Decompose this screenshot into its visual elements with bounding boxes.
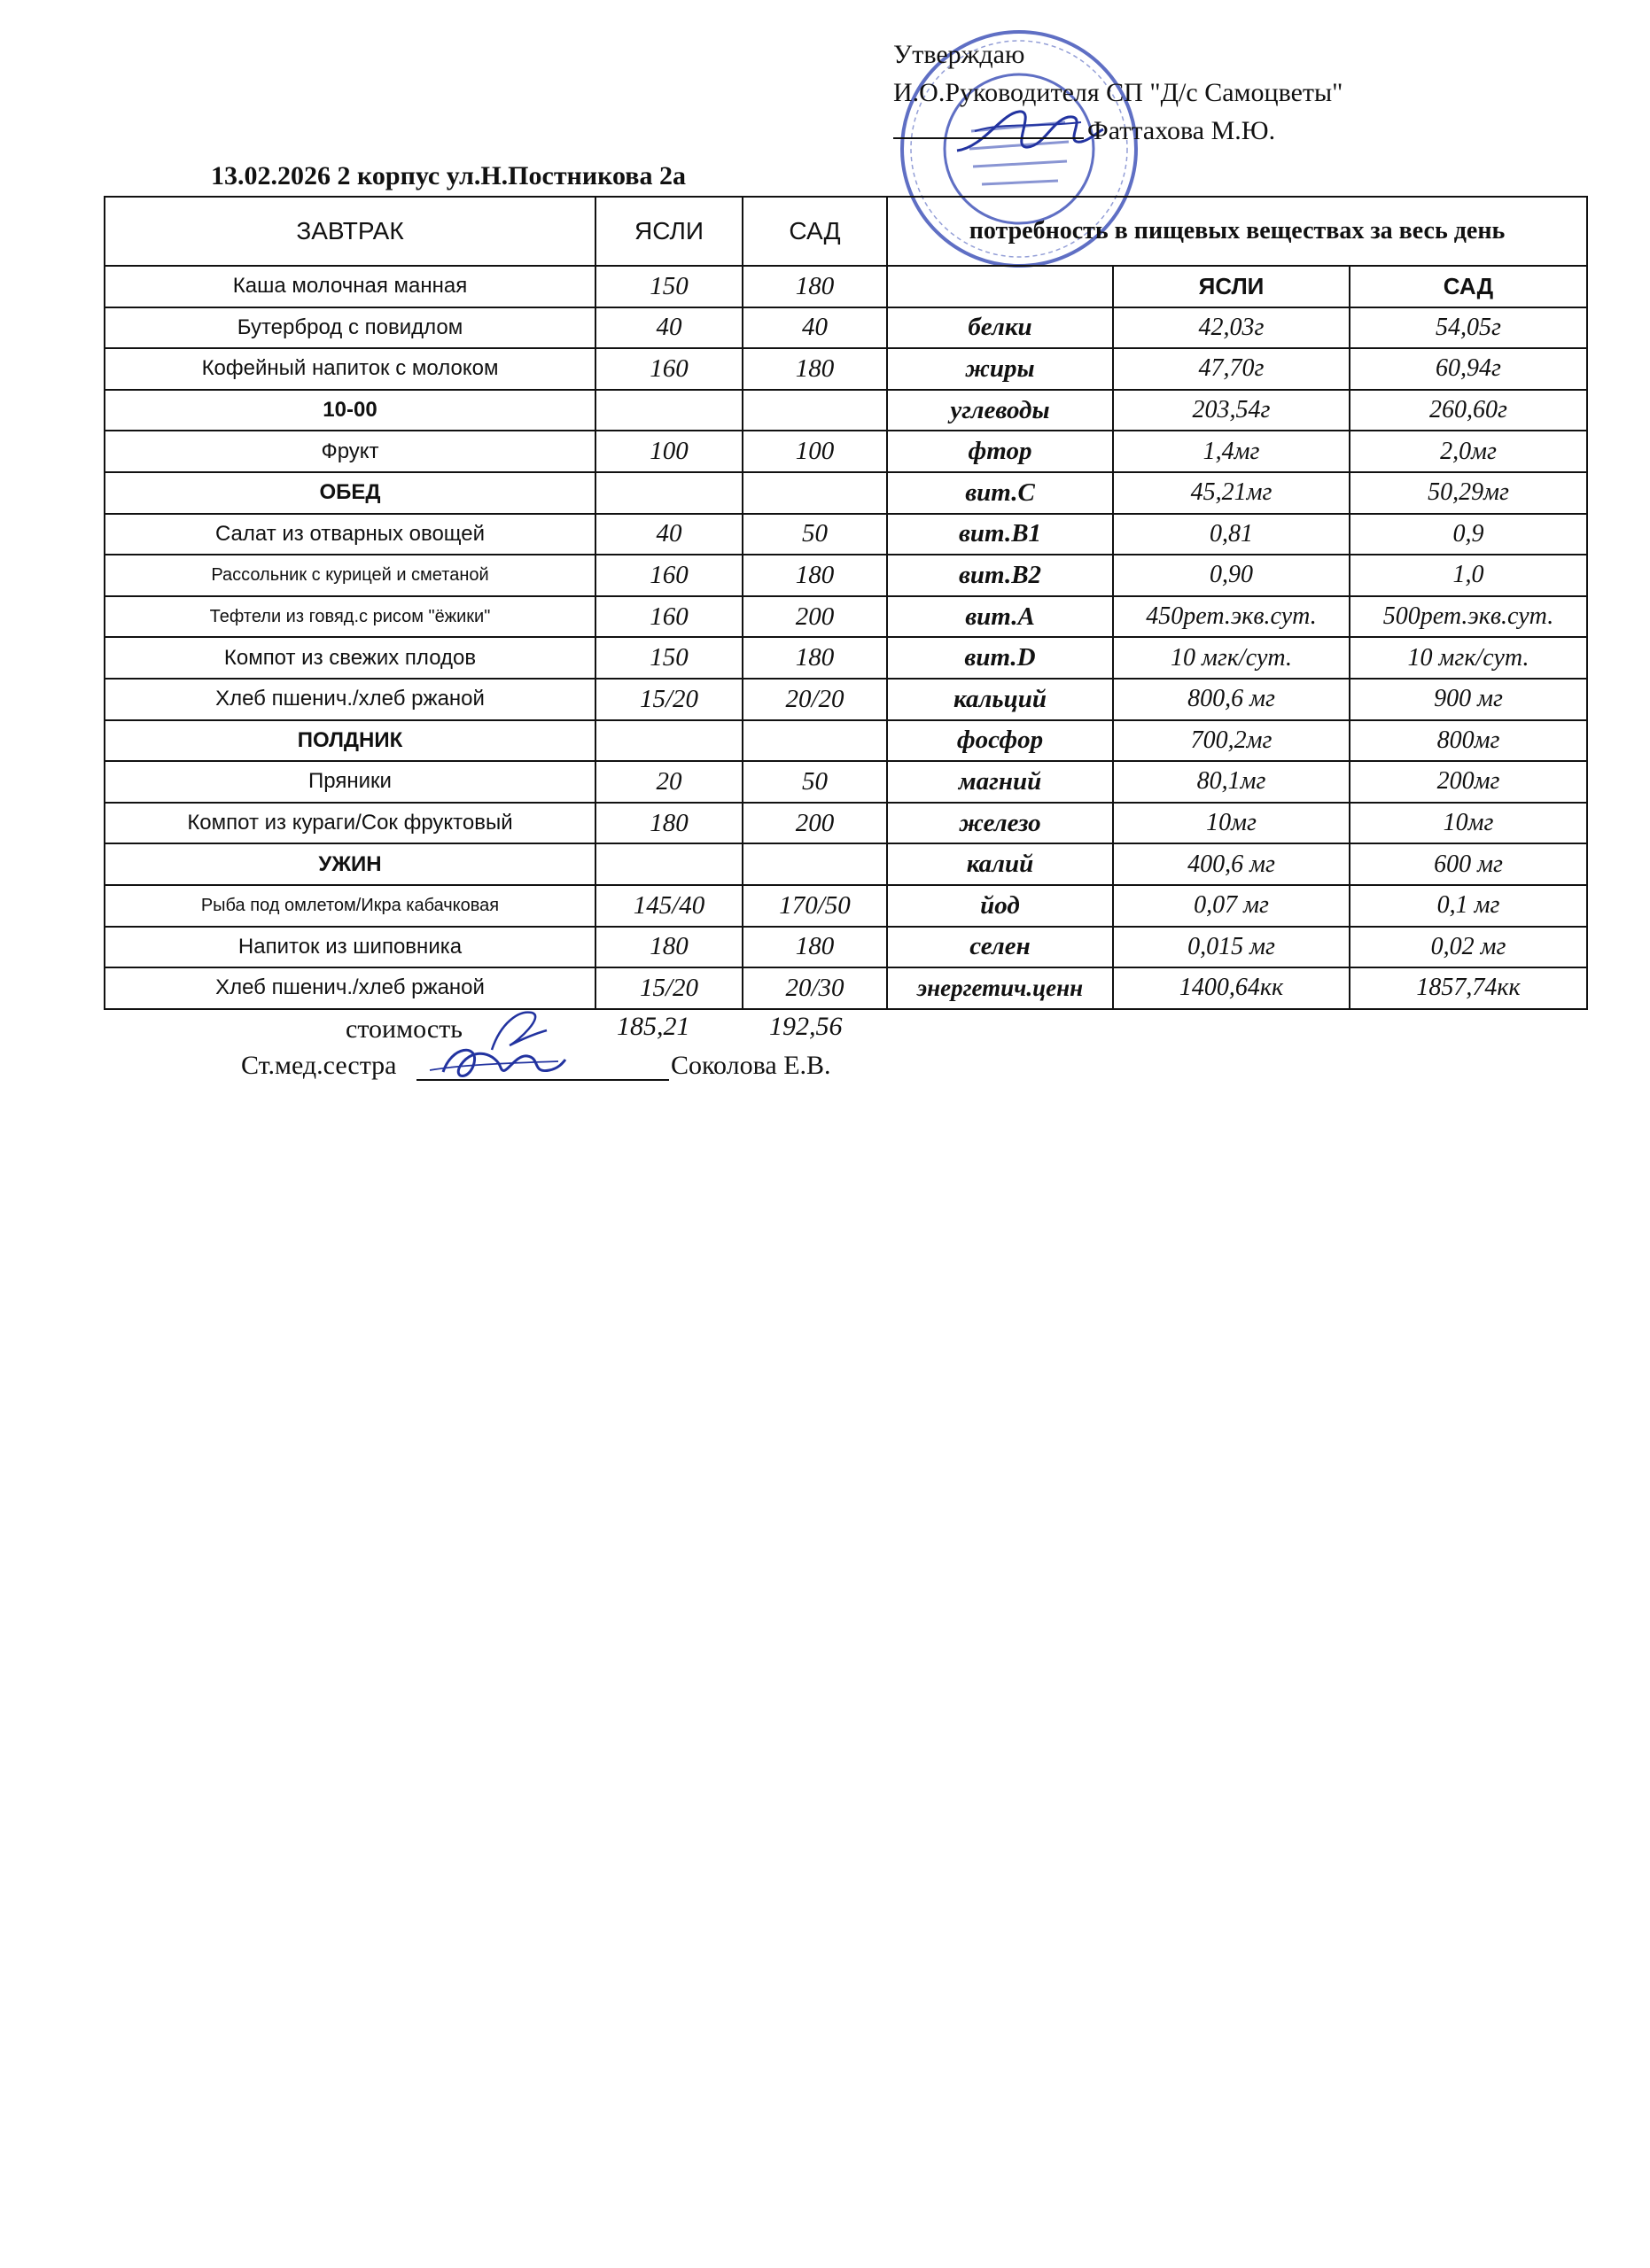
header-yasli: ЯСЛИ [595,197,743,266]
nutrient-yasli: 700,2мг [1113,720,1350,762]
nutrient-name: вит.С [887,472,1113,514]
portion-yasli: 40 [595,514,743,555]
table-row [105,885,1587,927]
needs-header-sad: САД [1350,266,1587,307]
portion-sad: 170/50 [743,885,887,927]
portion-yasli: 145/40 [595,885,743,927]
portion-sad [743,843,887,885]
nutrient-sad: 600 мг [1350,843,1587,885]
portion-sad: 50 [743,761,887,803]
nurse-label: Ст.мед.сестра [241,1051,397,1080]
dish-name: Компот из кураги/Сок фруктовый [105,803,595,844]
portion-sad: 20/30 [743,967,887,1009]
nutrient-sad: 0,1 мг [1350,885,1587,927]
menu-table [104,196,1588,1010]
table-row [105,803,1587,844]
nurse-name: Соколова Е.В. [671,1051,831,1080]
dish-name: Фрукт [105,431,595,472]
table-row [105,431,1587,472]
nutrient-yasli: 800,6 мг [1113,679,1350,720]
signature-line [893,114,1084,139]
table-row [105,843,1587,885]
needs-header-yasli: ЯСЛИ [1113,266,1350,307]
dish-name: Рыба под омлетом/Икра кабачковая [105,885,595,927]
portion-yasli: 160 [595,596,743,638]
nutrient-yasli: 10 мгк/сут. [1113,637,1350,679]
table-row [105,307,1587,349]
nutrient-name: магний [887,761,1113,803]
nutrient-name: углеводы [887,390,1113,431]
dish-name: Пряники [105,761,595,803]
table-row [105,555,1587,596]
nutrient-sad: 54,05г [1350,307,1587,349]
portion-yasli: 160 [595,348,743,390]
table-body [105,266,1587,1009]
meal-heading: 10-00 [105,390,595,431]
nutrient-sad: 2,0мг [1350,431,1587,472]
nutrient-yasli: 0,81 [1113,514,1350,555]
table-row [105,637,1587,679]
portion-yasli: 150 [595,266,743,307]
dish-name: Салат из отварных овощей [105,514,595,555]
portion-sad: 180 [743,348,887,390]
nutrient-name: вит.В2 [887,555,1113,596]
nutrient-sad: 200мг [1350,761,1587,803]
nutrient-name: вит.В1 [887,514,1113,555]
portion-yasli [595,390,743,431]
nutrient-sad: 10мг [1350,803,1587,844]
portion-sad: 180 [743,637,887,679]
portion-yasli: 150 [595,637,743,679]
table-row [105,390,1587,431]
table-row [105,348,1587,390]
portion-yasli: 160 [595,555,743,596]
table-row [105,967,1587,1009]
nutrient-sad: 800мг [1350,720,1587,762]
nutrient-name: калий [887,843,1113,885]
header-breakfast: ЗАВТРАК [105,197,595,266]
meal-heading: ОБЕД [105,472,595,514]
cost-yasli: 185,21 [617,1012,690,1041]
portion-sad: 200 [743,596,887,638]
nutrient-yasli: 1400,64кк [1113,967,1350,1009]
portion-sad [743,390,887,431]
portion-yasli [595,843,743,885]
dish-name: Хлеб пшенич./хлеб ржаной [105,679,595,720]
portion-sad: 20/20 [743,679,887,720]
portion-sad: 180 [743,555,887,596]
portion-yasli: 180 [595,927,743,968]
nutrient-sad: 50,29мг [1350,472,1587,514]
meal-heading: УЖИН [105,843,595,885]
nutrient-yasli: 0,90 [1113,555,1350,596]
approval-block [893,35,1343,150]
table-row [105,472,1587,514]
header-sad: САД [743,197,887,266]
meal-heading: ПОЛДНИК [105,720,595,762]
approval-line-1: Утверждаю [893,40,1025,69]
nutrient-sad: 900 мг [1350,679,1587,720]
nutrient-sad: 0,02 мг [1350,927,1587,968]
dish-name: Кофейный напиток с молоком [105,348,595,390]
portion-sad: 50 [743,514,887,555]
nutrient-name: жиры [887,348,1113,390]
table-header-row [105,197,1587,266]
dish-name: Тефтели из говяд.с рисом "ёжики" [105,596,595,638]
portion-yasli [595,720,743,762]
portion-yasli: 20 [595,761,743,803]
table-row [105,679,1587,720]
nutrient-sad: 260,60г [1350,390,1587,431]
nutrient-yasli: 0,015 мг [1113,927,1350,968]
approval-line-2: И.О.Руководителя СП "Д/с Самоцветы" [893,78,1343,107]
cost-label: стоимость [346,1014,463,1044]
nutrient-name: вит.D [887,637,1113,679]
portion-sad [743,472,887,514]
table-row [105,266,1587,307]
portion-yasli: 100 [595,431,743,472]
nutrient-name: энергетич.ценн [887,967,1113,1009]
table-row [105,596,1587,638]
portion-yasli: 15/20 [595,679,743,720]
nutrient-name: вит.А [887,596,1113,638]
dish-name: Компот из свежих плодов [105,637,595,679]
nutrient-yasli: 80,1мг [1113,761,1350,803]
nutrient-name: кальций [887,679,1113,720]
nutrient-name: селен [887,927,1113,968]
nutrient-sad: 60,94г [1350,348,1587,390]
nutrient-name: фосфор [887,720,1113,762]
table-row [105,927,1587,968]
dish-name: Каша молочная манная [105,266,595,307]
portion-sad [743,720,887,762]
table-row [105,514,1587,555]
nutrient-yasli: 1,4мг [1113,431,1350,472]
approver-name: Фаттахова М.Ю. [1087,116,1276,145]
portion-sad: 40 [743,307,887,349]
portion-yasli [595,472,743,514]
nutrient-yasli: 450рет.экв.сут. [1113,596,1350,638]
table-row [105,761,1587,803]
nutrient-yasli: 47,70г [1113,348,1350,390]
nutrient-name: белки [887,307,1113,349]
nutrient-yasli: 45,21мг [1113,472,1350,514]
nutrient-name: йод [887,885,1113,927]
portion-yasli: 15/20 [595,967,743,1009]
dish-name: Рассольник с курицей и сметаной [105,555,595,596]
nutrient-yasli: 0,07 мг [1113,885,1350,927]
nutrient-yasli: 10мг [1113,803,1350,844]
portion-sad: 180 [743,927,887,968]
nutrient-sad: 0,9 [1350,514,1587,555]
nutrient-yasli: 203,54г [1113,390,1350,431]
portion-yasli: 40 [595,307,743,349]
nutrient-sad: 10 мгк/сут. [1350,637,1587,679]
portion-yasli: 180 [595,803,743,844]
table-row [105,720,1587,762]
portion-sad: 180 [743,266,887,307]
dish-name: Хлеб пшенич./хлеб ржаной [105,967,595,1009]
dish-name: Бутерброд с повидлом [105,307,595,349]
nutrient-name: фтор [887,431,1113,472]
header-needs: потребность в пищевых веществах за весь день [887,197,1587,266]
portion-sad: 200 [743,803,887,844]
page-title: 13.02.2026 2 корпус ул.Н.Постникова 2а [211,161,686,190]
nurse-signature [425,1019,567,1099]
portion-sad: 100 [743,431,887,472]
nutrient-sad: 500рет.экв.сут. [1350,596,1587,638]
nutrient-yasli: 42,03г [1113,307,1350,349]
cost-sad: 192,56 [769,1012,843,1041]
approval-line-3 [893,112,1343,150]
nutrient-sad: 1857,74кк [1350,967,1587,1009]
nutrient-sad: 1,0 [1350,555,1587,596]
nutrient-name [887,266,1113,307]
nutrient-name: железо [887,803,1113,844]
dish-name: Напиток из шиповника [105,927,595,968]
nutrient-yasli: 400,6 мг [1113,843,1350,885]
